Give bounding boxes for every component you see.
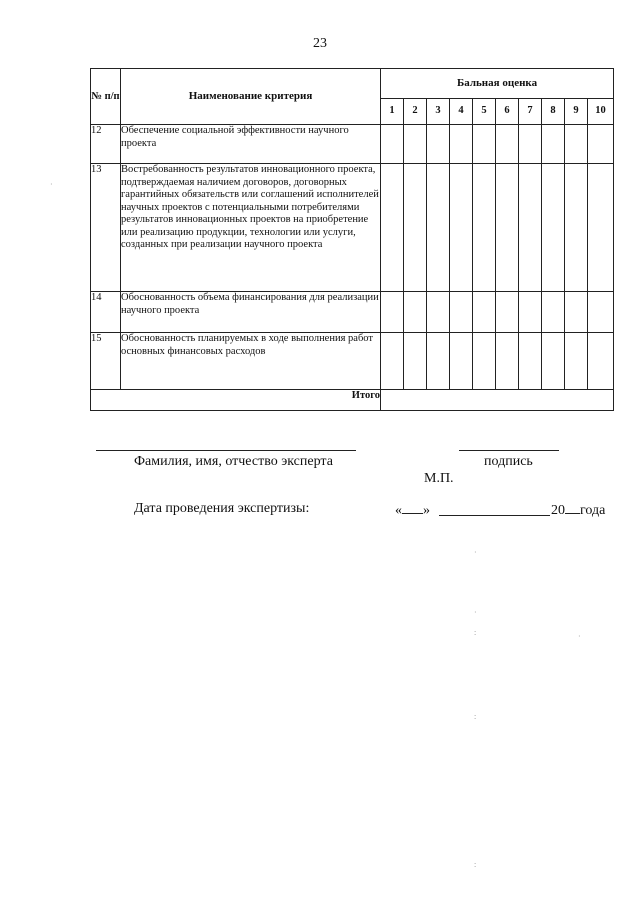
criterion-number: 14: [91, 292, 121, 333]
total-row: [91, 390, 614, 411]
date-day-field: [395, 501, 430, 519]
criteria-table: [90, 68, 614, 411]
score-cell[interactable]: [565, 292, 588, 333]
score-column-header: 9: [565, 99, 588, 125]
score-cell[interactable]: [542, 292, 565, 333]
signature-label: подпись: [484, 454, 533, 469]
score-cell[interactable]: [450, 333, 473, 390]
table-row: [91, 333, 614, 390]
score-cell[interactable]: [404, 292, 427, 333]
score-cell[interactable]: [588, 333, 614, 390]
criterion-number: 12: [91, 125, 121, 164]
score-cell[interactable]: [450, 292, 473, 333]
col-num-header: № п/п: [91, 69, 121, 125]
score-cell[interactable]: [427, 292, 450, 333]
score-cell[interactable]: [519, 292, 542, 333]
score-cell[interactable]: [450, 164, 473, 292]
score-cell[interactable]: [381, 164, 404, 292]
criterion-name: Обеспечение социальной эффективности научного проекта: [121, 125, 381, 164]
table-row: [91, 292, 614, 333]
score-cell[interactable]: [496, 125, 519, 164]
scan-artifact: ·: [578, 632, 581, 641]
score-cell[interactable]: [473, 164, 496, 292]
signature-line: [459, 450, 559, 451]
score-column-header: 10: [588, 99, 614, 125]
criteria-body: [91, 125, 614, 411]
score-cell[interactable]: [427, 333, 450, 390]
open-quote: «: [395, 503, 402, 518]
day-blank: [402, 501, 423, 514]
score-cell[interactable]: [565, 125, 588, 164]
criterion-name: Обоснованность планируемых в ходе выполнения работ основных финансовых расходов: [121, 333, 381, 390]
score-column-header: 7: [519, 99, 542, 125]
score-cell[interactable]: [519, 164, 542, 292]
score-cell[interactable]: [473, 333, 496, 390]
score-column-header: 4: [450, 99, 473, 125]
year-blank: [565, 501, 580, 514]
score-cell[interactable]: [404, 333, 427, 390]
score-cell[interactable]: [588, 125, 614, 164]
criterion-number: 15: [91, 333, 121, 390]
score-column-header: 3: [427, 99, 450, 125]
stamp-label: М.П.: [424, 471, 454, 486]
score-cell[interactable]: [381, 125, 404, 164]
year-suffix: года: [580, 503, 606, 518]
year-prefix: 20: [551, 503, 565, 518]
criterion-name: Востребованность результатов инновационного проекта, подтверждаемая наличием договоров, договорных гарантийных обязательств или соглашений исполнителей научных проектов с потенциальными потребителями результатов инновационных проектов на приобретение или реализацию продукции, технологии или услуги, созданных при реализации научного проекта: [121, 164, 381, 292]
col-name-header: Наименование критерия: [121, 69, 381, 125]
table-header-row: [91, 69, 614, 99]
scan-artifact: ·: [50, 180, 53, 189]
score-cell[interactable]: [404, 164, 427, 292]
score-cell[interactable]: [542, 164, 565, 292]
score-cell[interactable]: [473, 292, 496, 333]
score-cell[interactable]: [381, 292, 404, 333]
total-label: Итого: [91, 390, 381, 411]
scan-artifact: :: [474, 628, 477, 637]
criterion-number: 13: [91, 164, 121, 292]
score-column-header: 2: [404, 99, 427, 125]
score-cell[interactable]: [473, 125, 496, 164]
date-year-field: [551, 501, 605, 519]
score-column-header: 6: [496, 99, 519, 125]
total-value-cell[interactable]: [381, 390, 614, 411]
score-cell[interactable]: [404, 125, 427, 164]
score-cell[interactable]: [496, 164, 519, 292]
score-cell[interactable]: [496, 333, 519, 390]
score-column-header: 8: [542, 99, 565, 125]
page-number: 23: [313, 36, 327, 51]
expert-name-label: Фамилия, имя, отчество эксперта: [134, 454, 333, 469]
score-cell[interactable]: [588, 164, 614, 292]
score-cell[interactable]: [542, 125, 565, 164]
score-column-header: 1: [381, 99, 404, 125]
month-line: [439, 515, 550, 516]
score-cell[interactable]: [450, 125, 473, 164]
expert-name-line: [96, 450, 356, 451]
score-header: Бальная оценка: [381, 69, 614, 99]
table-row: [91, 164, 614, 292]
close-quote: »: [423, 503, 430, 518]
scan-artifact: :: [474, 860, 477, 869]
score-cell[interactable]: [565, 333, 588, 390]
score-cell[interactable]: [427, 125, 450, 164]
score-cell[interactable]: [427, 164, 450, 292]
table-row: [91, 125, 614, 164]
scan-artifact: ·: [474, 608, 477, 617]
score-cell[interactable]: [519, 333, 542, 390]
score-cell[interactable]: [542, 333, 565, 390]
score-cell[interactable]: [588, 292, 614, 333]
scan-artifact: :: [474, 712, 477, 721]
criterion-name: Обоснованность объема финансирования для реализации научного проекта: [121, 292, 381, 333]
date-label: Дата проведения экспертизы:: [134, 501, 310, 516]
score-cell[interactable]: [496, 292, 519, 333]
score-cell[interactable]: [519, 125, 542, 164]
score-cell[interactable]: [381, 333, 404, 390]
score-cell[interactable]: [565, 164, 588, 292]
score-column-header: 5: [473, 99, 496, 125]
scan-artifact: ·: [474, 548, 477, 557]
